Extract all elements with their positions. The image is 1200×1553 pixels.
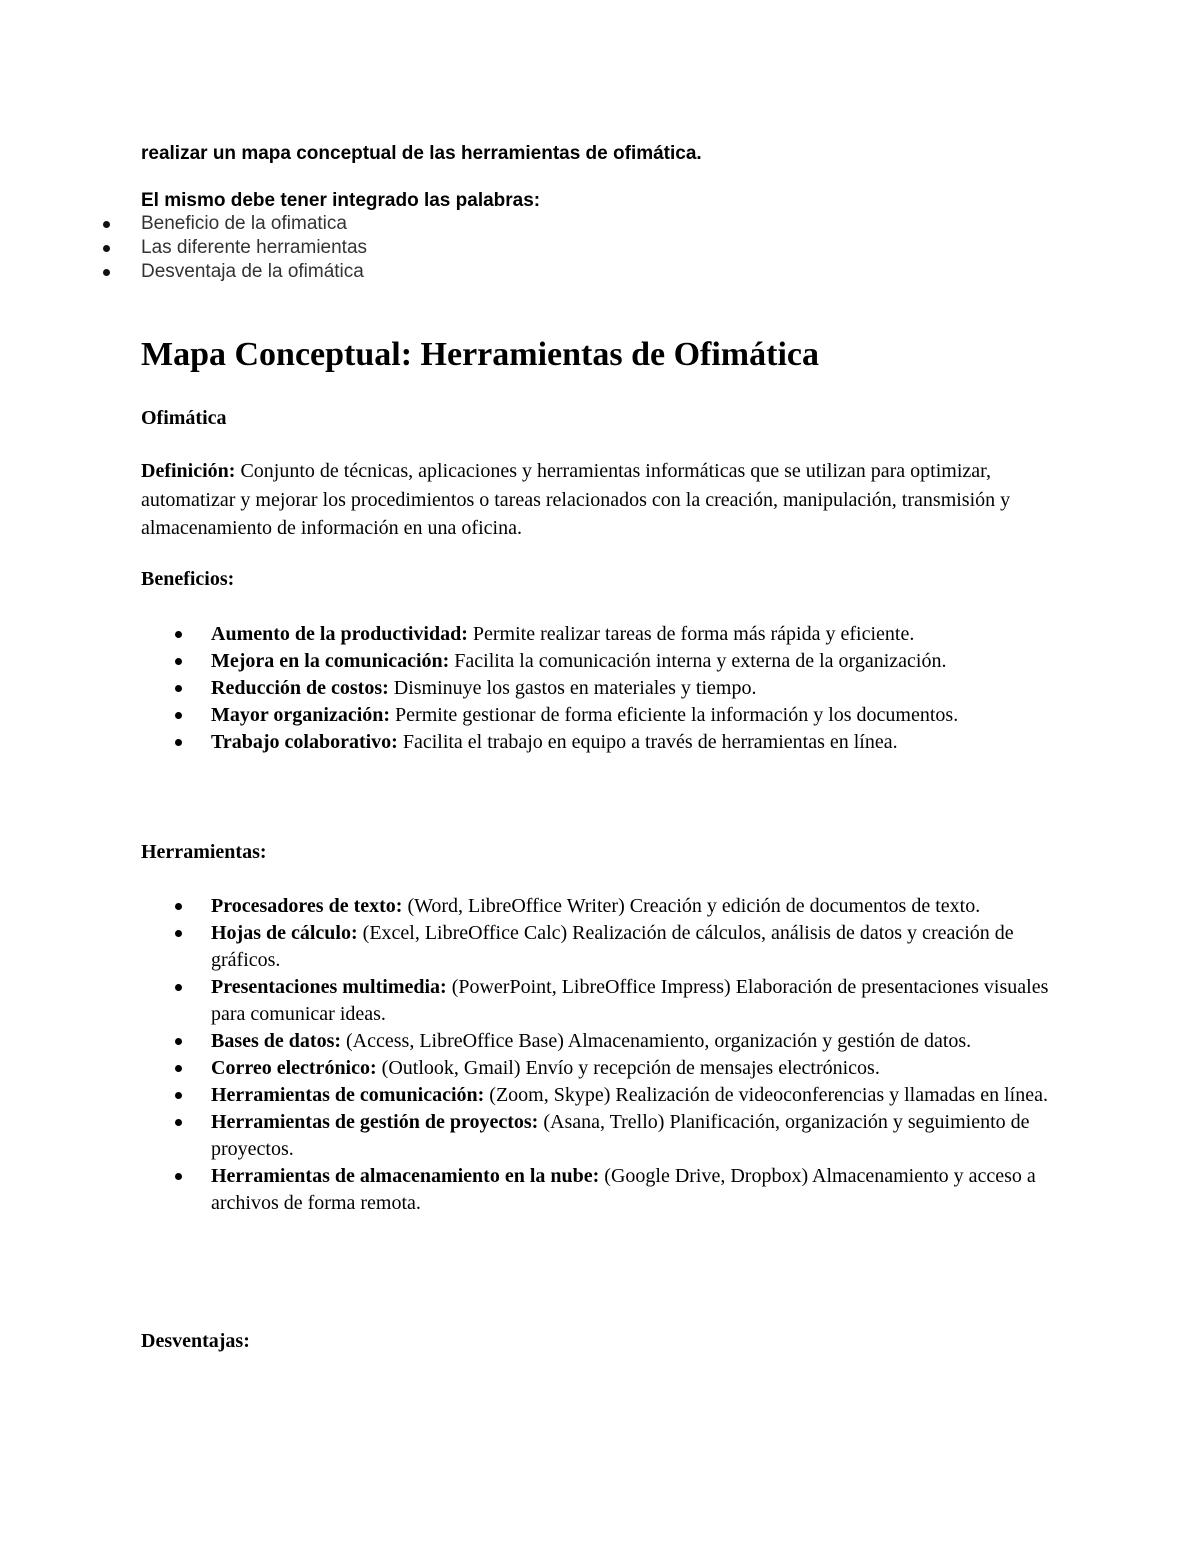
definition-text: Conjunto de técnicas, aplicaciones y herramientas informáticas que se utilizan para optimizar, automatizar y mejorar los procedimientos o tareas relacionados con la creación, manipulación, transmisión y almacenamiento de información en una oficina. [141, 460, 1011, 539]
list-item-term: Herramientas de almacenamiento en la nube: [211, 1165, 600, 1187]
list-item-text: (Outlook, Gmail) Envío y recepción de mensajes electrónicos. [376, 1057, 880, 1079]
list-item-term: Procesadores de texto: [211, 895, 403, 917]
bullet-icon [175, 739, 182, 746]
list-item-text: Desventaja de la ofimática [141, 261, 364, 282]
page-title: Mapa Conceptual: Herramientas de Ofimática [141, 336, 819, 373]
bullet-icon [175, 631, 182, 638]
list-item [0, 729, 1061, 756]
list-item [0, 702, 1061, 729]
list-item-text: (Asana, Trello) Planificación, organización y seguimiento de proyectos. [211, 1111, 1030, 1160]
list-item-text: Facilita el trabajo en equipo a través de herramientas en línea. [397, 731, 898, 753]
bullet-icon [103, 221, 110, 228]
bullet-icon [175, 712, 182, 719]
list-item-term: Trabajo colaborativo: [211, 731, 398, 753]
bullet-icon [175, 984, 182, 991]
bullet-icon [175, 930, 182, 937]
list-item-term: Herramientas de comunicación: [211, 1084, 485, 1106]
list-item-text: Permite gestionar de forma eficiente la información y los documentos. [390, 704, 959, 726]
bullet-icon [175, 685, 182, 692]
bullet-icon [175, 1092, 182, 1099]
list-item-text: Las diferente herramientas [141, 237, 368, 258]
benefits-heading: Beneficios: [141, 568, 235, 590]
required-words-list [0, 212, 367, 284]
tools-heading: Herramientas: [141, 841, 267, 863]
bullet-icon [175, 658, 182, 665]
list-item-text: (Google Drive, Dropbox) Almacenamiento y acceso a archivos de forma remota. [211, 1165, 1036, 1214]
list-item-term: Correo electrónico: [211, 1057, 377, 1079]
bullet-icon [103, 245, 110, 252]
list-item-text: (PowerPoint, LibreOffice Impress) Elaboración de presentaciones visuales para comunicar ideas. [211, 976, 1049, 1025]
list-item [0, 212, 367, 236]
bullet-icon [175, 1038, 182, 1045]
list-item [0, 974, 1061, 1028]
bullet-icon [175, 1065, 182, 1072]
list-item [0, 893, 1061, 920]
list-item-term: Hojas de cálculo: [211, 922, 358, 944]
list-item-term: Mejora en la comunicación: [211, 650, 450, 672]
bullet-icon [175, 1173, 182, 1180]
list-item-text: Disminuye los gastos en materiales y tiempo. [388, 677, 757, 699]
assignment-requirement: El mismo debe tener integrado las palabras: [141, 190, 541, 211]
list-item-text: Permite realizar tareas de forma más rápida y eficiente. [467, 623, 915, 645]
assignment-instruction: realizar un mapa conceptual de las herramientas de ofimática. [141, 143, 702, 164]
concept-heading: Ofimática [141, 407, 227, 429]
list-item-term: Aumento de la productividad: [211, 623, 468, 645]
benefits-list [0, 621, 1100, 756]
tools-list [0, 893, 1100, 1217]
list-item-text: (Excel, LibreOffice Calc) Realización de cálculos, análisis de datos y creación de gráficos. [211, 922, 1014, 971]
list-item [0, 260, 367, 284]
list-item-text: (Word, LibreOffice Writer) Creación y edición de documentos de texto. [402, 895, 981, 917]
list-item-text: Facilita la comunicación interna y externa de la organización. [449, 650, 947, 672]
list-item [0, 675, 1061, 702]
list-item [0, 1109, 1061, 1163]
list-item-term: Mayor organización: [211, 704, 391, 726]
bullet-icon [103, 269, 110, 276]
definition-label: Definición: [141, 460, 236, 482]
bullet-icon [175, 1119, 182, 1126]
list-item-text: (Zoom, Skype) Realización de videoconferencias y llamadas en línea. [484, 1084, 1048, 1106]
list-item-term: Bases de datos: [211, 1030, 342, 1052]
list-item-text: Beneficio de la ofimatica [141, 213, 347, 234]
list-item [0, 1055, 1061, 1082]
list-item [0, 1028, 1061, 1055]
list-item [0, 1163, 1061, 1217]
definition-paragraph [141, 457, 1061, 543]
list-item [0, 236, 367, 260]
list-item [0, 920, 1061, 974]
list-item-text: (Access, LibreOffice Base) Almacenamiento, organización y gestión de datos. [341, 1030, 972, 1052]
bullet-icon [175, 903, 182, 910]
list-item-term: Presentaciones multimedia: [211, 976, 447, 998]
disadvantages-heading: Desventajas: [141, 1330, 250, 1352]
list-item-term: Herramientas de gestión de proyectos: [211, 1111, 539, 1133]
list-item [0, 621, 1061, 648]
list-item [0, 1082, 1061, 1109]
list-item-term: Reducción de costos: [211, 677, 389, 699]
list-item [0, 648, 1061, 675]
